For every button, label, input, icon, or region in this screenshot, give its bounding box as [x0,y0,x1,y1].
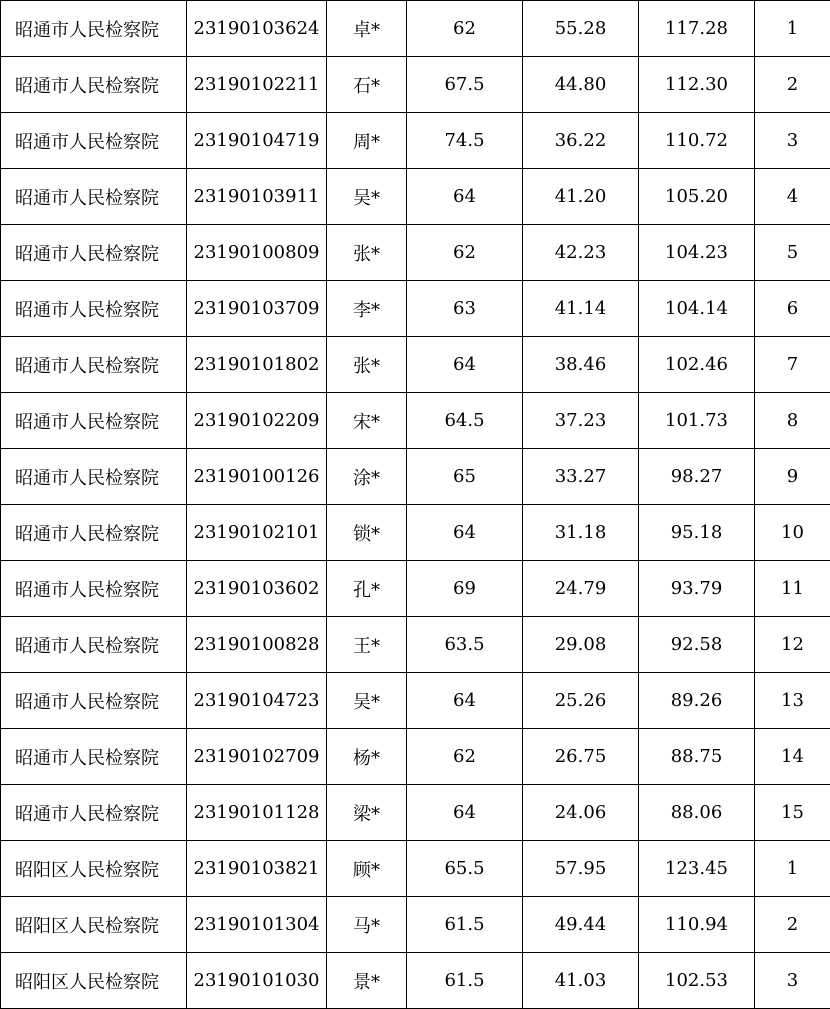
cell-rank: 1 [755,1,830,57]
table-row [1,1,830,57]
table-row [1,897,830,953]
cell-total-score: 110.72 [639,113,755,169]
cell-name: 吴* [327,169,407,225]
cell-org: 昭阳区人民检察院 [1,897,187,953]
table-row [1,113,830,169]
cell-candidate-id: 23190100809 [187,225,327,281]
cell-name: 吴* [327,673,407,729]
cell-second-score: 26.75 [523,729,639,785]
cell-candidate-id: 23190102709 [187,729,327,785]
cell-candidate-id: 23190103911 [187,169,327,225]
cell-org: 昭通市人民检察院 [1,281,187,337]
cell-org: 昭通市人民检察院 [1,57,187,113]
cell-total-score: 117.28 [639,1,755,57]
cell-rank: 11 [755,561,830,617]
cell-candidate-id: 23190100126 [187,449,327,505]
cell-total-score: 88.06 [639,785,755,841]
cell-name: 马* [327,897,407,953]
cell-total-score: 98.27 [639,449,755,505]
cell-rank: 5 [755,225,830,281]
cell-org: 昭通市人民检察院 [1,505,187,561]
cell-org: 昭通市人民检察院 [1,113,187,169]
table-row [1,225,830,281]
cell-total-score: 89.26 [639,673,755,729]
cell-rank: 15 [755,785,830,841]
table-row [1,729,830,785]
cell-rank: 14 [755,729,830,785]
cell-candidate-id: 23190101128 [187,785,327,841]
cell-candidate-id: 23190103602 [187,561,327,617]
table-row [1,169,830,225]
cell-name: 涂* [327,449,407,505]
cell-total-score: 104.23 [639,225,755,281]
cell-second-score: 57.95 [523,841,639,897]
cell-candidate-id: 23190103624 [187,1,327,57]
cell-total-score: 112.30 [639,57,755,113]
cell-org: 昭通市人民检察院 [1,785,187,841]
cell-rank: 4 [755,169,830,225]
cell-rank: 2 [755,897,830,953]
cell-second-score: 24.79 [523,561,639,617]
cell-written-score: 61.5 [407,897,523,953]
cell-candidate-id: 23190103709 [187,281,327,337]
cell-rank: 6 [755,281,830,337]
cell-name: 卓* [327,1,407,57]
cell-written-score: 65 [407,449,523,505]
cell-name: 锁* [327,505,407,561]
cell-second-score: 41.14 [523,281,639,337]
cell-second-score: 25.26 [523,673,639,729]
cell-second-score: 31.18 [523,505,639,561]
table-row [1,673,830,729]
cell-written-score: 67.5 [407,57,523,113]
cell-candidate-id: 23190101304 [187,897,327,953]
cell-rank: 9 [755,449,830,505]
cell-written-score: 65.5 [407,841,523,897]
cell-rank: 3 [755,953,830,1009]
cell-second-score: 42.23 [523,225,639,281]
cell-candidate-id: 23190100828 [187,617,327,673]
cell-rank: 3 [755,113,830,169]
cell-rank: 2 [755,57,830,113]
cell-org: 昭通市人民检察院 [1,337,187,393]
cell-total-score: 92.58 [639,617,755,673]
table-row [1,505,830,561]
table-row [1,561,830,617]
cell-written-score: 64 [407,673,523,729]
table-row [1,953,830,1009]
cell-second-score: 55.28 [523,1,639,57]
cell-second-score: 29.08 [523,617,639,673]
cell-rank: 1 [755,841,830,897]
cell-written-score: 64 [407,337,523,393]
cell-name: 杨* [327,729,407,785]
cell-written-score: 69 [407,561,523,617]
cell-name: 张* [327,337,407,393]
cell-written-score: 61.5 [407,953,523,1009]
table-row [1,617,830,673]
cell-org: 昭通市人民检察院 [1,449,187,505]
cell-written-score: 64 [407,785,523,841]
cell-rank: 10 [755,505,830,561]
cell-total-score: 93.79 [639,561,755,617]
cell-second-score: 49.44 [523,897,639,953]
cell-org: 昭通市人民检察院 [1,1,187,57]
cell-org: 昭通市人民检察院 [1,393,187,449]
cell-org: 昭通市人民检察院 [1,169,187,225]
cell-written-score: 62 [407,225,523,281]
cell-written-score: 74.5 [407,113,523,169]
cell-second-score: 44.80 [523,57,639,113]
cell-candidate-id: 23190104719 [187,113,327,169]
score-table-body [1,1,830,1009]
table-row [1,57,830,113]
cell-org: 昭通市人民检察院 [1,673,187,729]
cell-total-score: 88.75 [639,729,755,785]
cell-org: 昭通市人民检察院 [1,561,187,617]
table-row [1,785,830,841]
table-row [1,393,830,449]
cell-second-score: 41.03 [523,953,639,1009]
cell-written-score: 64 [407,169,523,225]
cell-name: 张* [327,225,407,281]
table-row [1,337,830,393]
cell-org: 昭通市人民检察院 [1,225,187,281]
cell-candidate-id: 23190102211 [187,57,327,113]
cell-written-score: 62 [407,1,523,57]
cell-candidate-id: 23190101802 [187,337,327,393]
cell-candidate-id: 23190102209 [187,393,327,449]
cell-org: 昭通市人民检察院 [1,617,187,673]
cell-written-score: 64.5 [407,393,523,449]
cell-written-score: 64 [407,505,523,561]
cell-total-score: 102.53 [639,953,755,1009]
cell-second-score: 41.20 [523,169,639,225]
table-row [1,281,830,337]
cell-second-score: 37.23 [523,393,639,449]
cell-org: 昭阳区人民检察院 [1,953,187,1009]
cell-rank: 7 [755,337,830,393]
cell-org: 昭阳区人民检察院 [1,841,187,897]
cell-total-score: 101.73 [639,393,755,449]
cell-candidate-id: 23190102101 [187,505,327,561]
cell-rank: 12 [755,617,830,673]
cell-total-score: 95.18 [639,505,755,561]
cell-total-score: 104.14 [639,281,755,337]
cell-second-score: 38.46 [523,337,639,393]
cell-name: 孔* [327,561,407,617]
cell-candidate-id: 23190101030 [187,953,327,1009]
cell-second-score: 36.22 [523,113,639,169]
table-row [1,449,830,505]
cell-name: 王* [327,617,407,673]
cell-name: 顾* [327,841,407,897]
cell-candidate-id: 23190103821 [187,841,327,897]
cell-total-score: 123.45 [639,841,755,897]
cell-name: 梁* [327,785,407,841]
cell-total-score: 110.94 [639,897,755,953]
cell-name: 石* [327,57,407,113]
cell-second-score: 33.27 [523,449,639,505]
cell-candidate-id: 23190104723 [187,673,327,729]
cell-name: 宋* [327,393,407,449]
cell-total-score: 105.20 [639,169,755,225]
cell-written-score: 63 [407,281,523,337]
cell-name: 李* [327,281,407,337]
cell-rank: 13 [755,673,830,729]
cell-total-score: 102.46 [639,337,755,393]
cell-written-score: 62 [407,729,523,785]
cell-org: 昭通市人民检察院 [1,729,187,785]
cell-rank: 8 [755,393,830,449]
cell-written-score: 63.5 [407,617,523,673]
table-row [1,841,830,897]
cell-name: 景* [327,953,407,1009]
cell-second-score: 24.06 [523,785,639,841]
cell-name: 周* [327,113,407,169]
